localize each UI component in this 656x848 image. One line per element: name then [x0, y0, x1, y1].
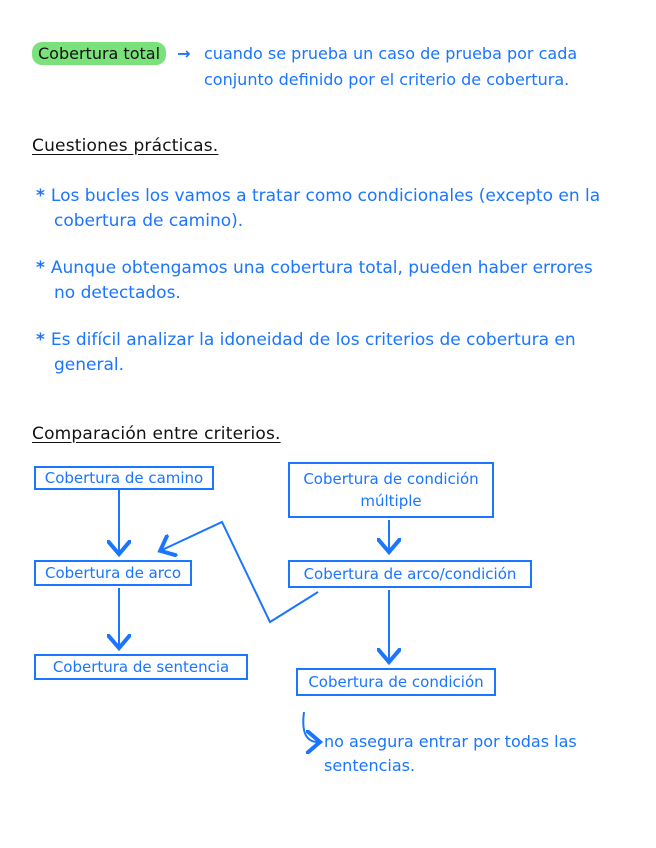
star-icon: * [36, 258, 45, 278]
box-cobertura-condicion: Cobertura de condición [296, 668, 496, 696]
note-hook-arrow [303, 712, 318, 742]
note-line-2: sentencias. [324, 756, 416, 775]
note-line-1: no asegura entrar por todas las [324, 732, 577, 751]
box-cobertura-arco: Cobertura de arco [34, 560, 192, 586]
box-cobertura-camino: Cobertura de camino [34, 466, 214, 490]
box-multiple-line1: Cobertura de condición [303, 470, 479, 488]
bullet-text-line2: no detectados. [54, 283, 181, 303]
bullet-text-line1: Aunque obtengamos una cobertura total, pueden haber errores [50, 258, 593, 278]
definition-line-2: conjunto definido por el criterio de cobertura. [204, 70, 570, 89]
box-multiple-line2: múltiple [360, 492, 422, 510]
definition-line-1: cuando se prueba un caso de prueba por cada [204, 44, 578, 63]
bullet-text-line1: Es difícil analizar la idoneidad de los criterios de cobertura en [50, 330, 576, 350]
bullet-text-line2: cobertura de camino). [54, 211, 244, 231]
comparison-heading: Comparación entre criterios. [32, 424, 281, 444]
arrow-icon: → [177, 44, 191, 63]
practical-heading: Cuestiones prácticas. [32, 136, 219, 156]
bullet-text-line1: Los bucles los vamos a tratar como condicionales (excepto en la [50, 186, 601, 206]
star-icon: * [36, 186, 45, 206]
highlight-term: Cobertura total [32, 42, 166, 65]
star-icon: * [36, 330, 45, 350]
box-cobertura-arco-condicion: Cobertura de arco/condición [288, 560, 532, 588]
bullet-text-line2: general. [54, 355, 125, 375]
box-cobertura-sentencia: Cobertura de sentencia [34, 654, 248, 680]
box-cobertura-condicion-multiple [288, 462, 494, 518]
